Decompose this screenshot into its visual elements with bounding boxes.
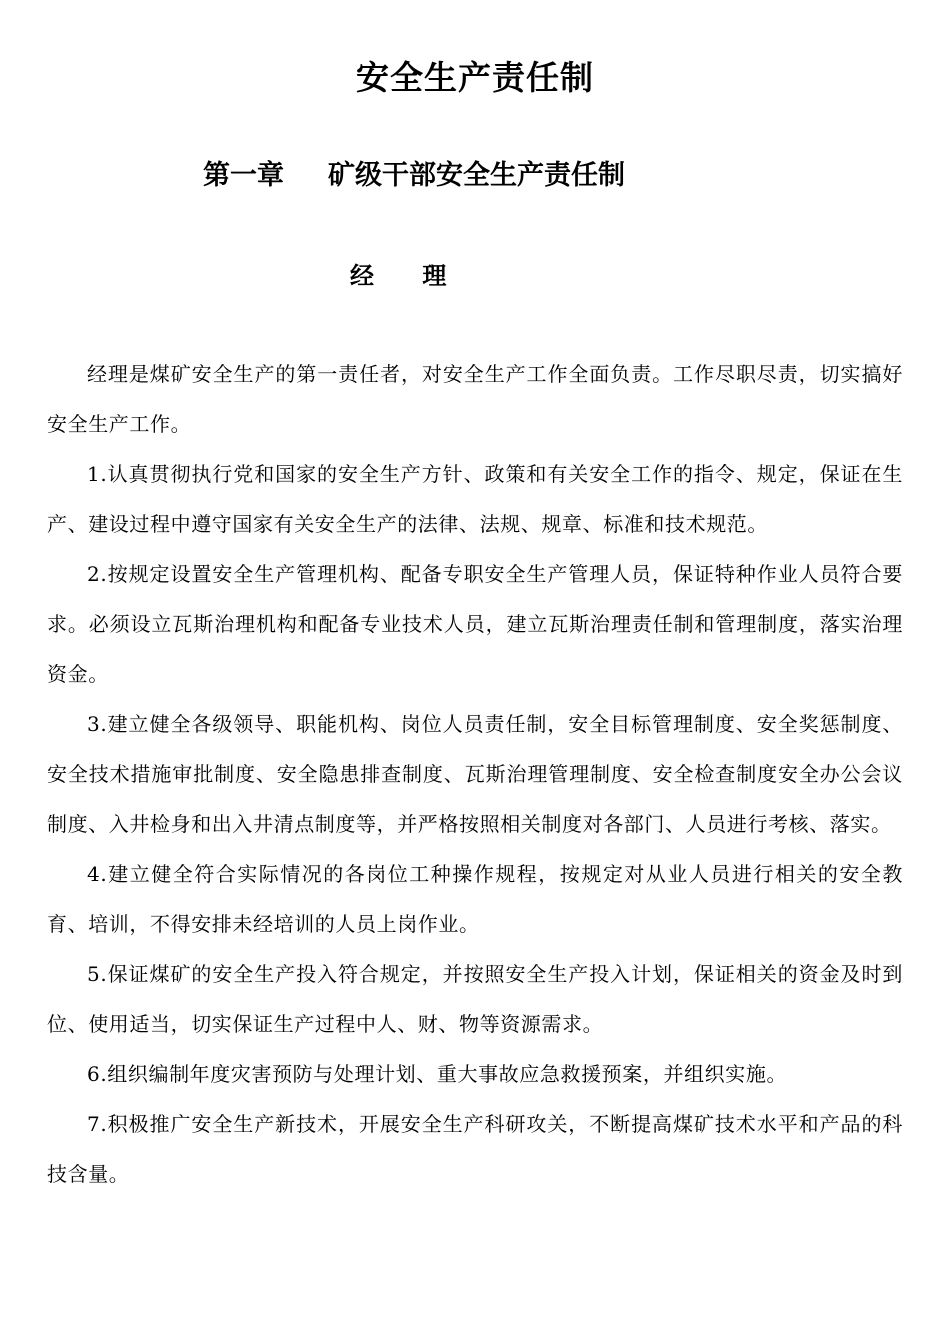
paragraph-item-4: 4.建立健全符合实际情况的各岗位工种操作规程，按规定对从业人员进行相关的安全教育、培训，不得安排未经培训的人员上岗作业。	[47, 862, 903, 936]
paragraph-item-2: 2.按规定设置安全生产管理机构、配备专职安全生产管理人员，保证特种作业人员符合要求。必须设立瓦斯治理机构和配备专业技术人员，建立瓦斯治理责任制和管理制度，落实治理资金。	[47, 562, 903, 686]
chapter-title: 矿级干部安全生产责任制	[328, 160, 625, 191]
paragraph-intro: 经理是煤矿安全生产的第一责任者，对安全生产工作全面负责。工作尽职尽责，切实搞好安全生产工作。	[47, 362, 903, 436]
paragraph-item-6: 6.组织编制年度灾害预防与处理计划、重大事故应急救援预案，并组织实施。	[87, 1062, 788, 1086]
paragraph-item-1: 1.认真贯彻执行党和国家的安全生产方针、政策和有关安全工作的指令、规定，保证在生产、建设过程中遵守国家有关安全生产的法律、法规、规章、标准和技术规范。	[47, 462, 903, 536]
paragraph-item-3: 3.建立健全各级领导、职能机构、岗位人员责任制，安全目标管理制度、安全奖惩制度、安全技术措施审批制度、安全隐患排查制度、瓦斯治理管理制度、安全检查制度安全办公会议制度、入井检身和出入井清点制度等，并严格按照相关制度对各部门、人员进行考核、落实。	[47, 712, 903, 836]
document-title: 安全生产责任制	[356, 58, 594, 97]
chapter-heading	[203, 156, 625, 196]
body-text	[47, 349, 903, 1199]
paragraph-item-7: 7.积极推广安全生产新技术，开展安全生产科研攻关，不断提高煤矿技术水平和产品的科技含量。	[47, 1112, 903, 1186]
section-heading: 经 理	[350, 262, 467, 290]
paragraph-item-5: 5.保证煤矿的安全生产投入符合规定，并按照安全生产投入计划，保证相关的资金及时到位、使用适当，切实保证生产过程中人、财、物等资源需求。	[47, 962, 903, 1036]
chapter-number: 第一章	[203, 160, 284, 191]
